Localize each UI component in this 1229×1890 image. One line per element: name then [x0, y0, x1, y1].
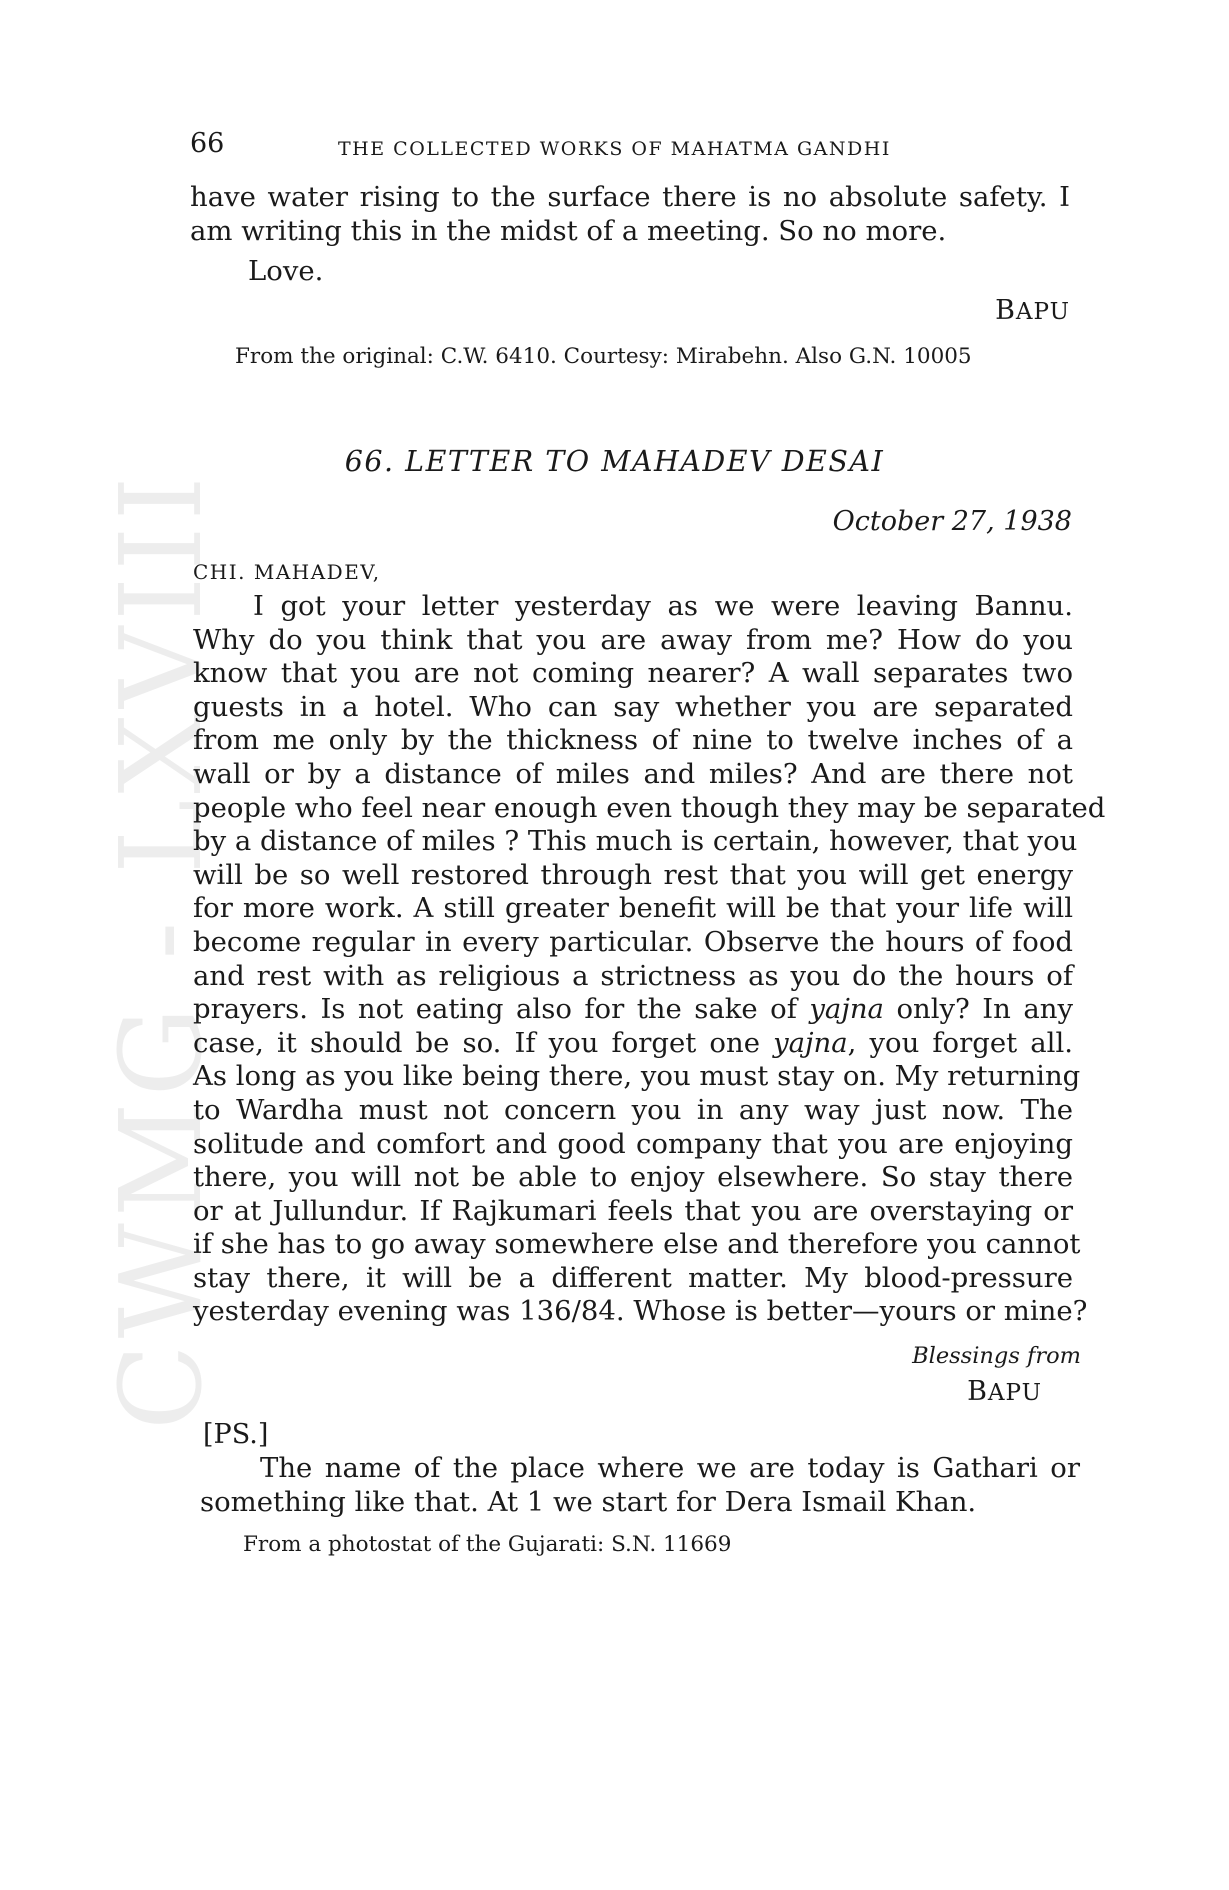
letter-source: From a photostat of the Gujarati: S.N. 11669	[243, 1532, 732, 1557]
letter-closing: Blessings from	[912, 1343, 1081, 1369]
text-line: or at Jullundur. If Rajkumari feels that you are overstaying or	[193, 1194, 1073, 1227]
text-line: to Wardha must not concern you in any way just now. The	[193, 1093, 1073, 1126]
previous-letter-closing: Love.	[248, 255, 324, 287]
text-line: have water rising to the surface there is no absolute safety. I	[190, 181, 1070, 213]
text-line: stay there, it will be a different matter. My blood-pressure	[193, 1261, 1073, 1294]
text-line: for more work. A still greater benefit will be that your life will	[193, 892, 1073, 925]
running-title: THE COLLECTED WORKS OF MAHATMA GANDHI	[338, 138, 891, 160]
ps-label: [PS.]	[203, 1419, 269, 1450]
text-line: The name of the place where we are today is Gathari or	[260, 1452, 1080, 1484]
text-line: something like that. At 1 we start for Dera Ismail Khan.	[200, 1485, 977, 1518]
previous-letter-text	[190, 181, 1070, 248]
text-line: guests in a hotel. Who can say whether you are separated	[193, 690, 1073, 723]
salutation: CHI. MAHADEV,	[193, 560, 381, 584]
signature-rest: APU	[987, 1380, 1042, 1406]
text-line: Why do you think that you are away from me? How do you	[193, 623, 1073, 656]
letter-signature	[967, 1376, 1042, 1407]
text-line: know that you are not coming nearer? A wall separates two	[193, 657, 1073, 690]
text-line: there, you will not be able to enjoy elsewhere. So stay there	[193, 1161, 1073, 1194]
text-line: am writing this in the midst of a meeting. So no more.	[190, 214, 947, 247]
letter-heading: 66. LETTER TO MAHADEV DESAI	[344, 445, 885, 478]
letter-date: October 27, 1938	[832, 506, 1072, 537]
text-line: and rest with as religious a strictness as you do the hours of	[193, 959, 1073, 992]
previous-letter-signature	[995, 295, 1070, 326]
text-line: I got your letter yesterday as we were leaving Bannu.	[253, 590, 1073, 622]
previous-letter-source: From the original: C.W. 6410. Courtesy: Mirabehn. Also G.N. 10005	[235, 344, 972, 369]
text-line: if she has to go away somewhere else and therefore you cannot	[193, 1228, 1081, 1261]
text-line: by a distance of miles ? This much is certain, however, that you	[193, 825, 1078, 858]
text-line: people who feel near enough even though they may be separated	[193, 791, 1106, 824]
page-number: 66	[190, 128, 225, 159]
watermark: CWMG - LXVIII	[97, 470, 227, 1430]
signature-initial: B	[967, 1376, 988, 1407]
text-line: wall or by a distance of miles and miles? And are there not	[193, 757, 1073, 790]
ps-text	[200, 1452, 1080, 1519]
text-line: prayers. Is not eating also for the sake of yajna only? In any	[193, 993, 1073, 1026]
page-header	[190, 128, 1070, 164]
text-line: become regular in every particular. Observe the hours of food	[193, 925, 1073, 958]
text-line: yesterday evening was 136/84. Whose is better—yours or mine?	[193, 1295, 1088, 1328]
text-line: will be so well restored through rest that you will get energy	[193, 858, 1073, 891]
letter-body	[193, 590, 1106, 1329]
text-line: As long as you like being there, you must stay on. My returning	[193, 1060, 1081, 1093]
italic-term: yajna	[809, 993, 884, 1026]
text-line: case, it should be so. If you forget one yajna, you forget all.	[193, 1026, 1074, 1059]
text-line: solitude and comfort and good company that you are enjoying	[193, 1127, 1073, 1160]
signature-initial: B	[995, 295, 1016, 326]
text-line: from me only by the thickness of nine to twelve inches of a	[193, 724, 1073, 757]
italic-term: yajna	[773, 1026, 848, 1059]
signature-rest: APU	[1015, 299, 1070, 325]
